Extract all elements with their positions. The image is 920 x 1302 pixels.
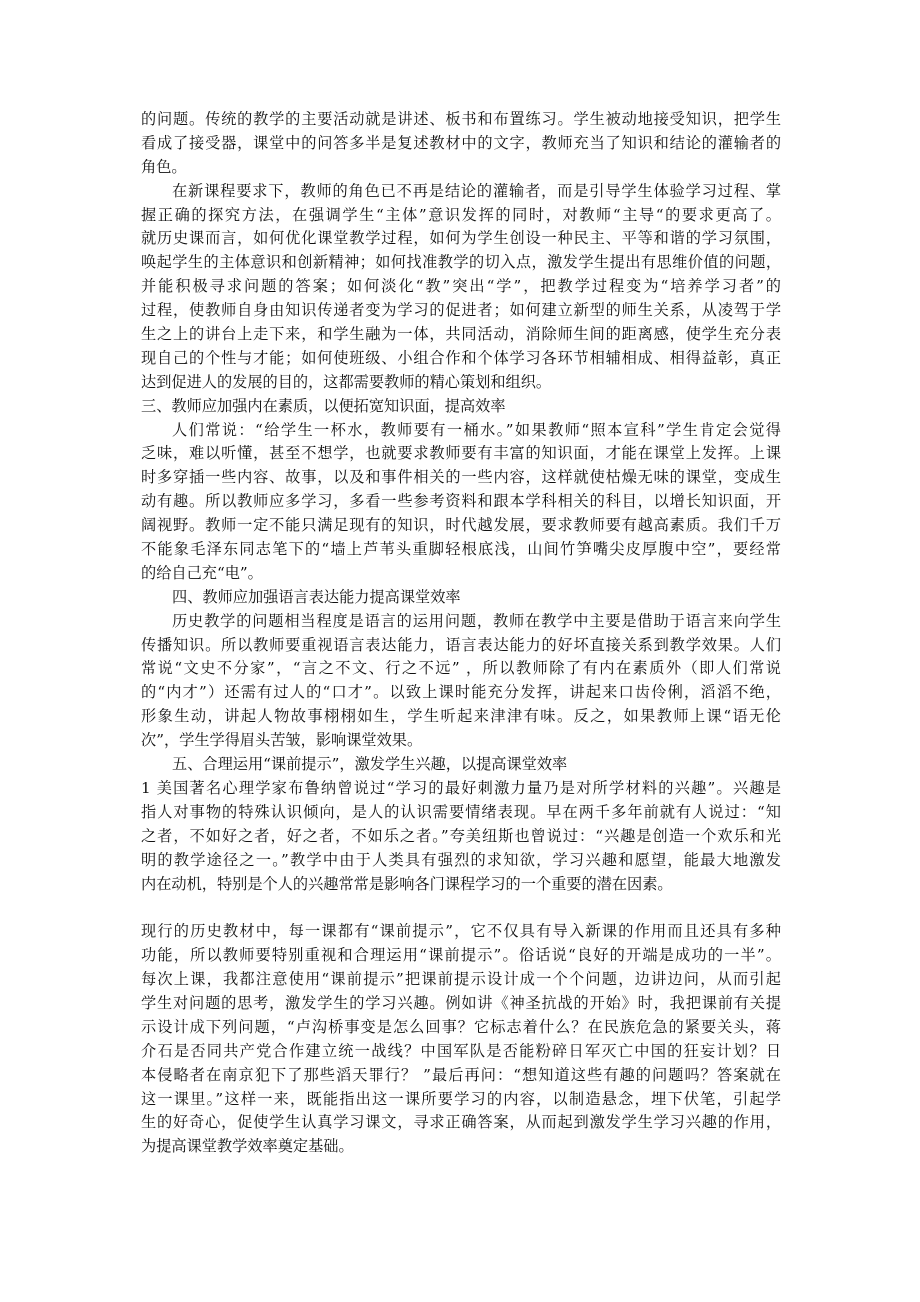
text-line: 示设计成下列问题，“卢沟桥事变是怎么回事？它标志着什么？在民族危急的紧要关头，蒋	[141, 1017, 781, 1036]
text-line: 唤起学生的主体意识和创新精神；如何找准教学的切入点，激发学生提出有思维价值的问题，	[141, 253, 781, 272]
text-line: 传播知识。所以教师要重视语言表达能力，语言表达能力的好坏直接关系到教学效果。人们	[141, 635, 781, 654]
blank-line	[141, 896, 781, 920]
text-line: 现行的历史教材中，每一课都有“课前提示”，它不仅具有导入新课的作用而且还具有多种	[141, 922, 781, 941]
text-line: 之者，不如好之者，好之者，不如乐之者。”夸美纽斯也曾说过：“兴趣是创造一个欢乐和光	[141, 826, 781, 845]
text-line: 三、教师应加强内在素质，以便拓宽知识面，提高效率	[141, 396, 506, 415]
text-line: 五、合理运用“课前提示”，激发学生兴趣，以提高课堂效率	[172, 755, 568, 774]
text-line: 角色。	[141, 157, 187, 176]
text-line: 达到促进人的发展的目的，这都需要教师的精心策划和组织。	[141, 372, 552, 391]
text-line: 的给自己充“电”。	[141, 563, 263, 582]
text-line: 时多穿插一些内容、故事，以及和事件相关的一些内容，这样就使枯燥无味的课堂，变成生	[141, 468, 781, 487]
text-line: 明的教学途径之一。”教学中由于人类具有强烈的求知欲，学习兴趣和愿望，能最大地激发	[141, 850, 781, 869]
text-line: 四、教师应加强语言表达能力提高课堂效率	[172, 587, 461, 606]
text-line: 的问题。传统的教学的主要活动就是讲述、板书和布置练习。学生被动地接受知识，把学生	[141, 110, 781, 128]
text-line: 介石是否同共产党合作建立统一战线？中国军队是否能粉碎日军灭亡中国的狂妄计划？日	[141, 1041, 781, 1060]
text-line: 功能，所以教师要特别重视和合理运用“课前提示”。俗话说“良好的开端是成功的一半”。	[141, 946, 781, 965]
text-line: 在新课程要求下，教师的角色已不再是结论的灌输者，而是引导学生体验学习过程、掌	[172, 181, 781, 200]
text-line: 次”，学生学得眉头苦皱，影响课堂效果。	[141, 731, 423, 750]
text-line: 人们常说：“给学生一杯水，教师要有一桶水。”如果教师“照本宣科”学生肯定会觉得	[172, 420, 781, 439]
text-line: 看成了接受器，课堂中的问答多半是复述教材中的文字，教师充当了知识和结论的灌输者的	[141, 133, 781, 152]
text-line: 这一课里。”这样一来，既能指出这一课所要学习的内容，以制造悬念，埋下伏笔，引起学	[141, 1089, 781, 1108]
text-line: 不能象毛泽东同志笔下的“墙上芦苇头重脚轻根底浅，山间竹笋嘴尖皮厚腹中空”，要经常	[141, 540, 781, 559]
text-line: 历史教学的问题相当程度是语言的运用问题，教师在教学中主要是借助于语言来向学生	[172, 611, 781, 630]
document-body	[141, 108, 781, 1159]
text-line: 每次上课，我都注意使用“课前提示”把课前提示设计成一个个问题，边讲边问，从而引起	[141, 970, 781, 989]
text-line: 常说“文史不分家”，“言之不文、行之不远” ，所以教师除了有内在素质外（即人们常说	[141, 659, 781, 678]
text-line: 握正确的探究方法，在强调学生“主体”意识发挥的同时，对教师“主导“的要求更高了。	[141, 205, 781, 224]
text-line: 并能积极寻求问题的答案；如何淡化“教”突出“学”，把教学过程变为“培养学习者”的	[141, 277, 781, 296]
text-line: 现自己的个性与才能；如何使班级、小组合作和个体学习各环节相辅相成、相得益彰，真正	[141, 348, 781, 367]
text-line: 1 美国著名心理学家布鲁纳曾说过“学习的最好刺激力量乃是对所学材料的兴趣”。兴趣是	[141, 778, 781, 797]
text-line: 生之上的讲台上走下来，和学生融为一体，共同活动，消除师生间的距离感，使学生充分表	[141, 325, 781, 344]
text-line: 生的好奇心，促使学生认真学习课文，寻求正确答案，从而起到激发学生学习兴趣的作用，	[141, 1113, 781, 1132]
text-line: 乏味，难以听懂，甚至不想学，也就要求教师要有丰富的知识面，才能在课堂上发挥。上课	[141, 444, 781, 463]
text-line: 内在动机，特别是个人的兴趣常常是影响各门课程学习的一个重要的潜在因素。	[141, 874, 673, 893]
text-line: 动有趣。所以教师应多学习，多看一些参考资料和跟本学科相关的科目，以增长知识面，开	[141, 492, 781, 511]
text-line: 形象生动，讲起人物故事栩栩如生，学生听起来津津有味。反之，如果教师上课“语无伦	[141, 707, 781, 726]
text-line: 学生对问题的思考，激发学生的学习兴趣。例如讲《神圣抗战的开始》时，我把课前有关提	[141, 993, 781, 1012]
text-line: 指人对事物的特殊认识倾向，是人的认识需要情绪表现。早在两千多年前就有人说过：“知	[141, 802, 781, 821]
text-line: 本侵略者在南京犯下了那些滔天罪行？ ”最后再问：“想知道这些有趣的问题吗？答案就在	[141, 1065, 781, 1084]
text-line: 为提高课堂教学效率奠定基础。	[141, 1137, 354, 1156]
text-line: 过程，使教师自身由知识传递者变为学习的促进者；如何建立新型的师生关系，从凌驾于学	[141, 301, 781, 320]
text-line: 就历史课而言，如何优化课堂教学过程，如何为学生创设一种民主、平等和谐的学习氛围，	[141, 229, 781, 248]
text-line: 的“内才”）还需有过人的“口才”。以致上课时能充分发挥，讲起来口齿伶俐，滔滔不绝，	[141, 683, 781, 702]
text-line: 阔视野。教师一定不能只满足现有的知识，时代越发展，要求教师要有越高素质。我们千万	[141, 516, 781, 535]
